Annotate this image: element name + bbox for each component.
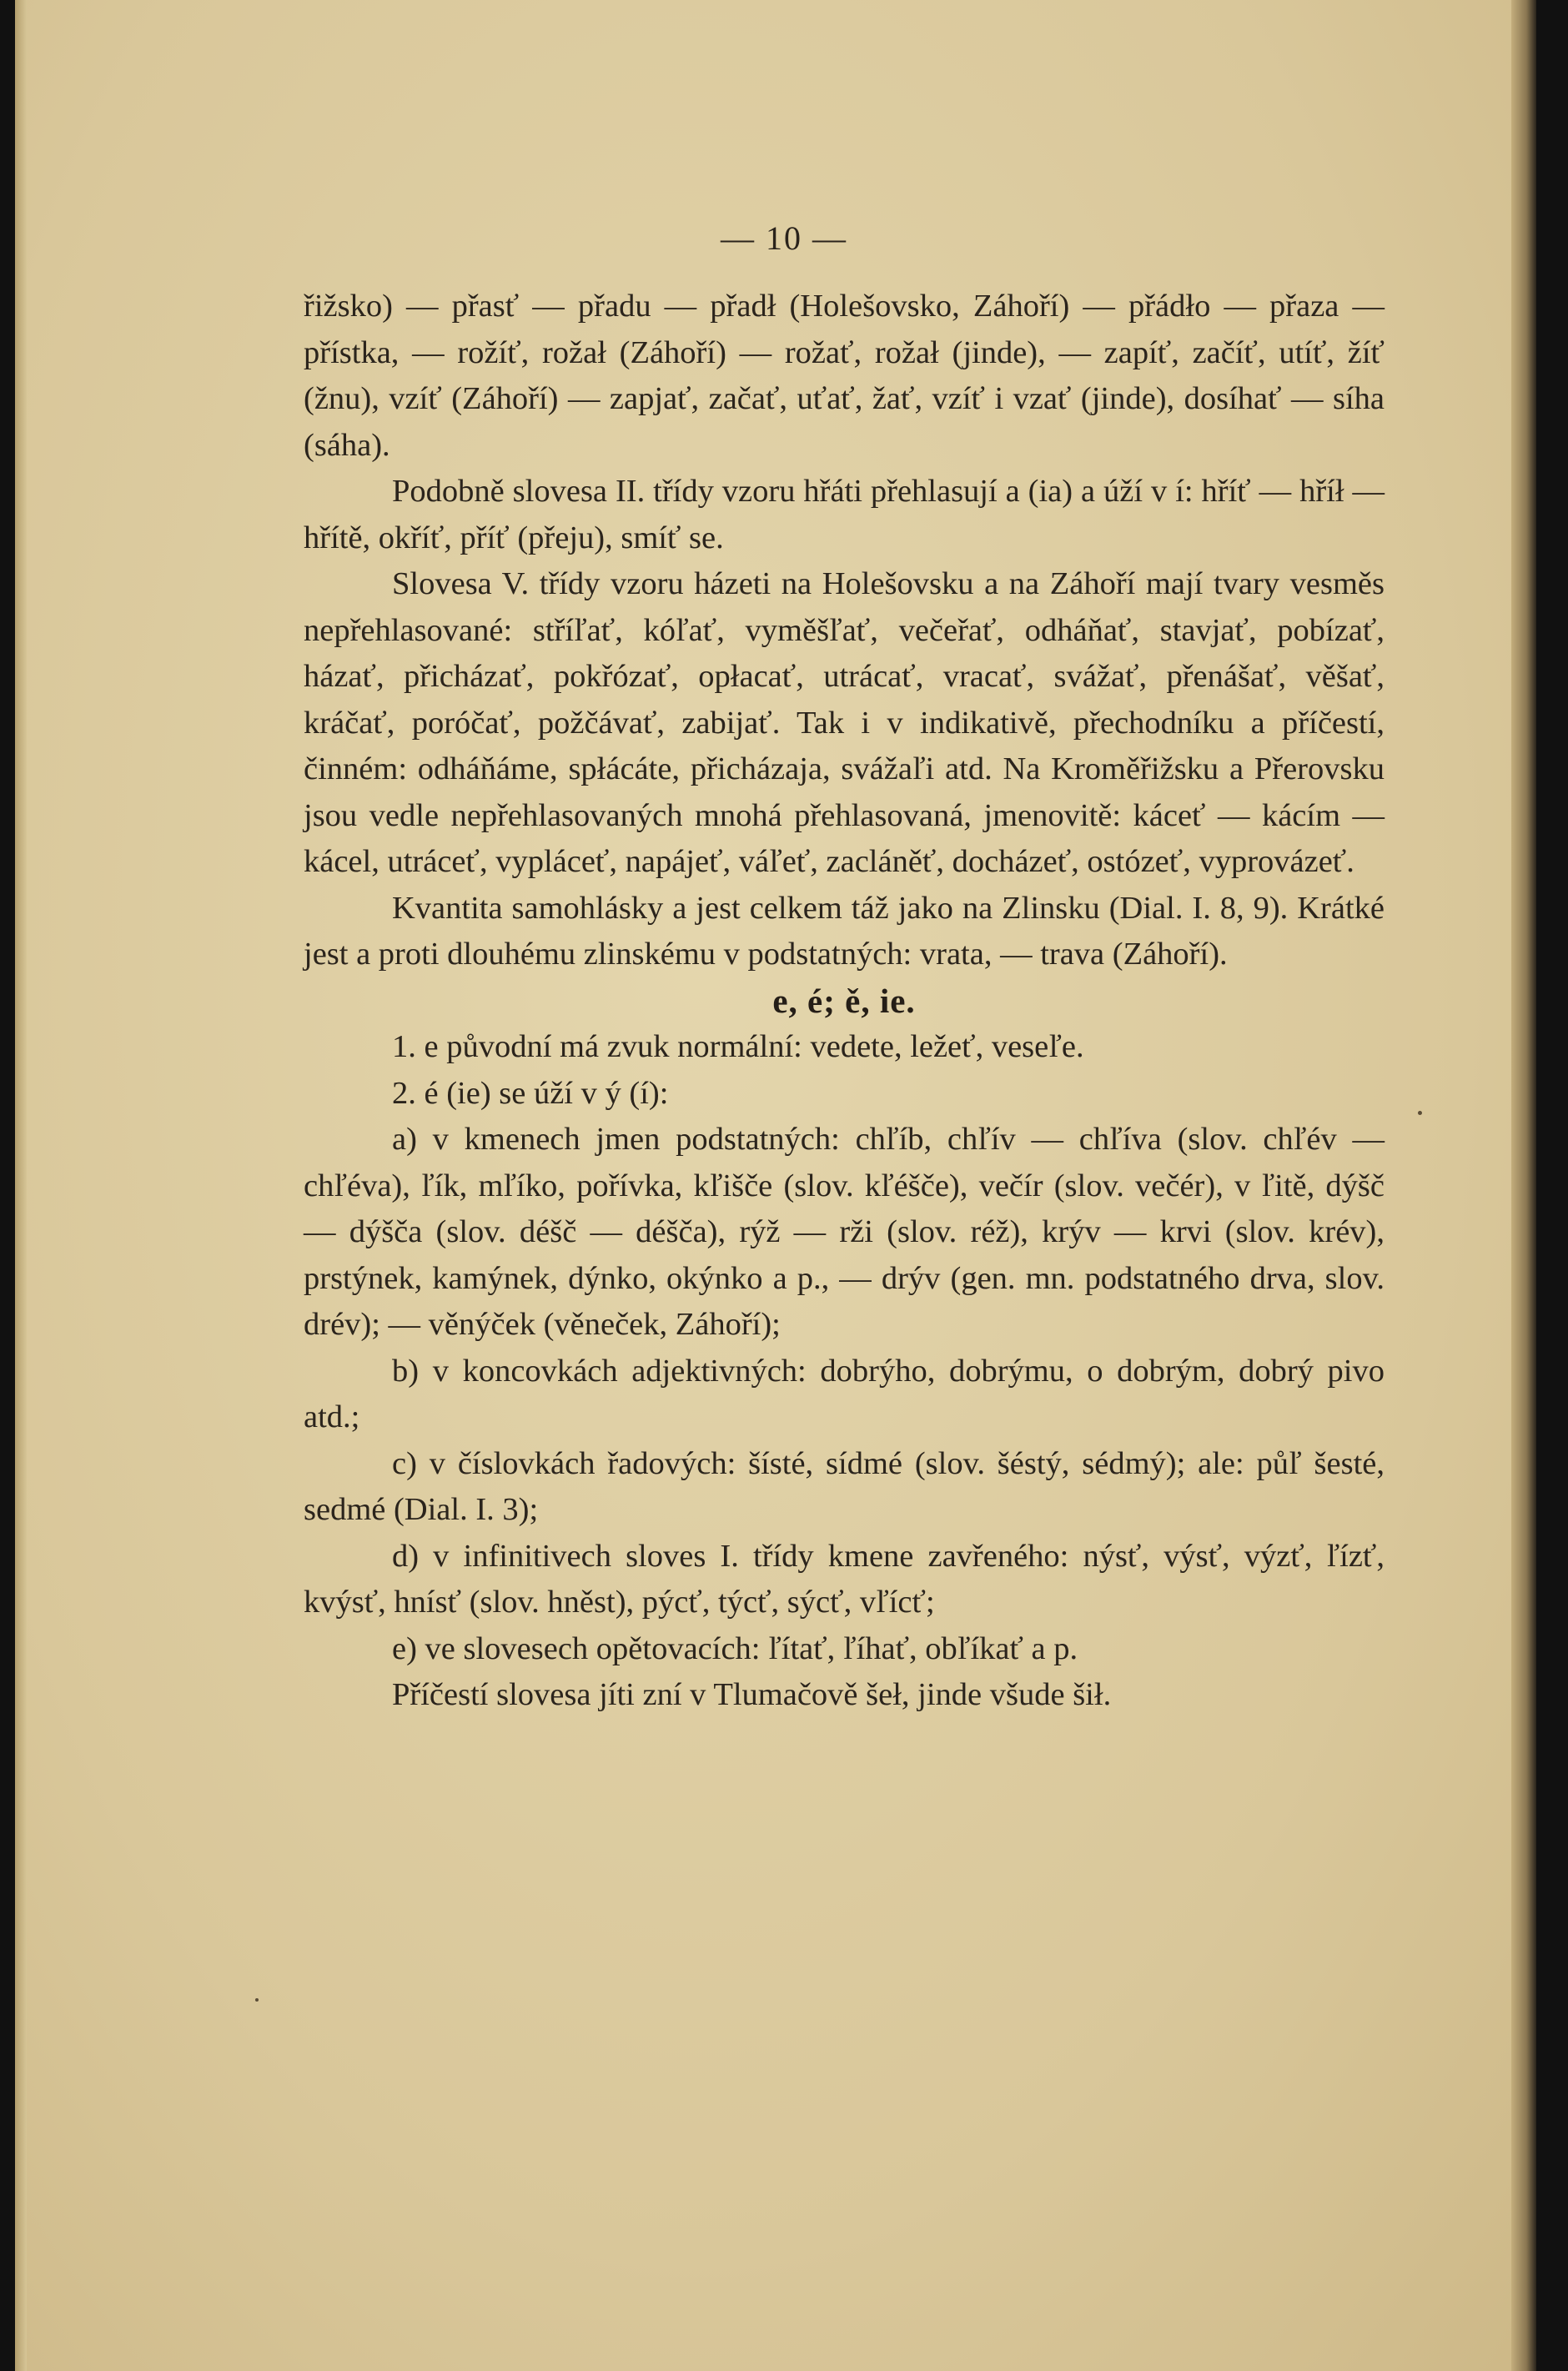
list-item: Příčestí slovesa jíti zní v Tlumačově šeł, jinde všude šił. [392,1677,1112,1712]
list-item: e) ve slovesech opětovacích: ľítať, ľíhať, obľíkať a p. [392,1630,1078,1666]
paper-speck [255,1998,259,2002]
page-left-edge [15,0,27,2371]
paragraph: Podobně slovesa II. třídy vzoru hřáti přehlasují a (ia) a úží v í: hříť — hříł — hřítě, okříť, příť (přeju), smíť se. [304,474,1385,555]
body-text [304,284,1385,1719]
list-item: b) v koncovkách adjektivných: dobrýho, dobrýmu, o dobrým, dobrý pivo atd.; [304,1353,1385,1434]
paragraph: řižsko) — přasť — přadu — přadł (Holešovsko, Záhoří) — přádło — přaza — přístka, — rožíť, rožał (Záhoří) — rožať, rožał (jinde), — zapíť, začíť, utíť, žíť (žnu), vzíť (Záhoří) — zapjať, začať, uťať, žať, vzíť i vzať (jinde), dosíhať — síha (sáha). [304,289,1385,463]
list-item: a) v kmenech jmen podstatných: chľíb, chľív — chľíva (slov. chľév — chľéva), ľík, mľíko, pořívka, kľišče (slov. kľéšče), večír (slov. večér), v ľitě, dýšč — dýšča (slov. déšč — déšča), rýž — rži (slov. réž), krýv — krvi (slov. krév), prstýnek, kamýnek, dýnko, okýnko a p., — drýv (gen. mn. podstatného drva, slov. drév); — věnýček (věneček, Záhoří); [304,1122,1385,1342]
list-item: d) v infinitivech sloves I. třídy kmene zavřeného: nýsť, výsť, výzť, ľízť, kvýsť, hnísť (slov. hněst), pýcť, týcť, sýcť, vľícť; [304,1538,1385,1620]
list-item: 1. e původní má zvuk normální: vedete, ležeť, veseľe. [392,1029,1084,1064]
paper-speck [1418,1111,1422,1115]
list-item: c) v číslovkách řadových: šísté, sídmé (slov. šéstý, sédmý); ale: půľ šesté, sedmé (Dial. I. 3); [304,1445,1385,1527]
page-number: — 10 — [721,219,847,257]
paragraph: Kvantita samohlásky a jest celkem táž jako na Zlinsku (Dial. I. 8, 9). Krátké jest a proti dlouhému zlinskému v podstatných: vrata, — trava (Záhoří). [304,890,1385,972]
section-heading: e, é; ě, ie. [772,981,916,1020]
list-item: 2. é (ie) se úží v ý (í): [392,1075,669,1111]
paragraph: Slovesa V. třídy vzoru házeti na Holešovsku a na Záhoří mají tvary vesměs nepřehlasované: stříľať, kóľať, vyměšľať, večeřať, odháňať, stavjať, pobízať, házať, přicházať, pokřózať, opłacať, utrácať, vracať, svážať, přenášať, věšať, kráčať, poróčať, požčávať, zabijať. Tak i v indikativě, přechodníku a příčestí, činném: odháňáme, spłácáte, přicházaja, svážaľi atd. Na Kroměřižsku a Přerovsku jsou vedle nepřehlasovaných mnohá přehlasovaná, jmenovitě: káceť — kácím — kácel, utráceť, vypláceť, napájeť, váľeť, zacláněť, docházeť, ostózeť, vyprovázeť. [304,566,1385,879]
page-right-edge-shadow [1511,0,1536,2371]
